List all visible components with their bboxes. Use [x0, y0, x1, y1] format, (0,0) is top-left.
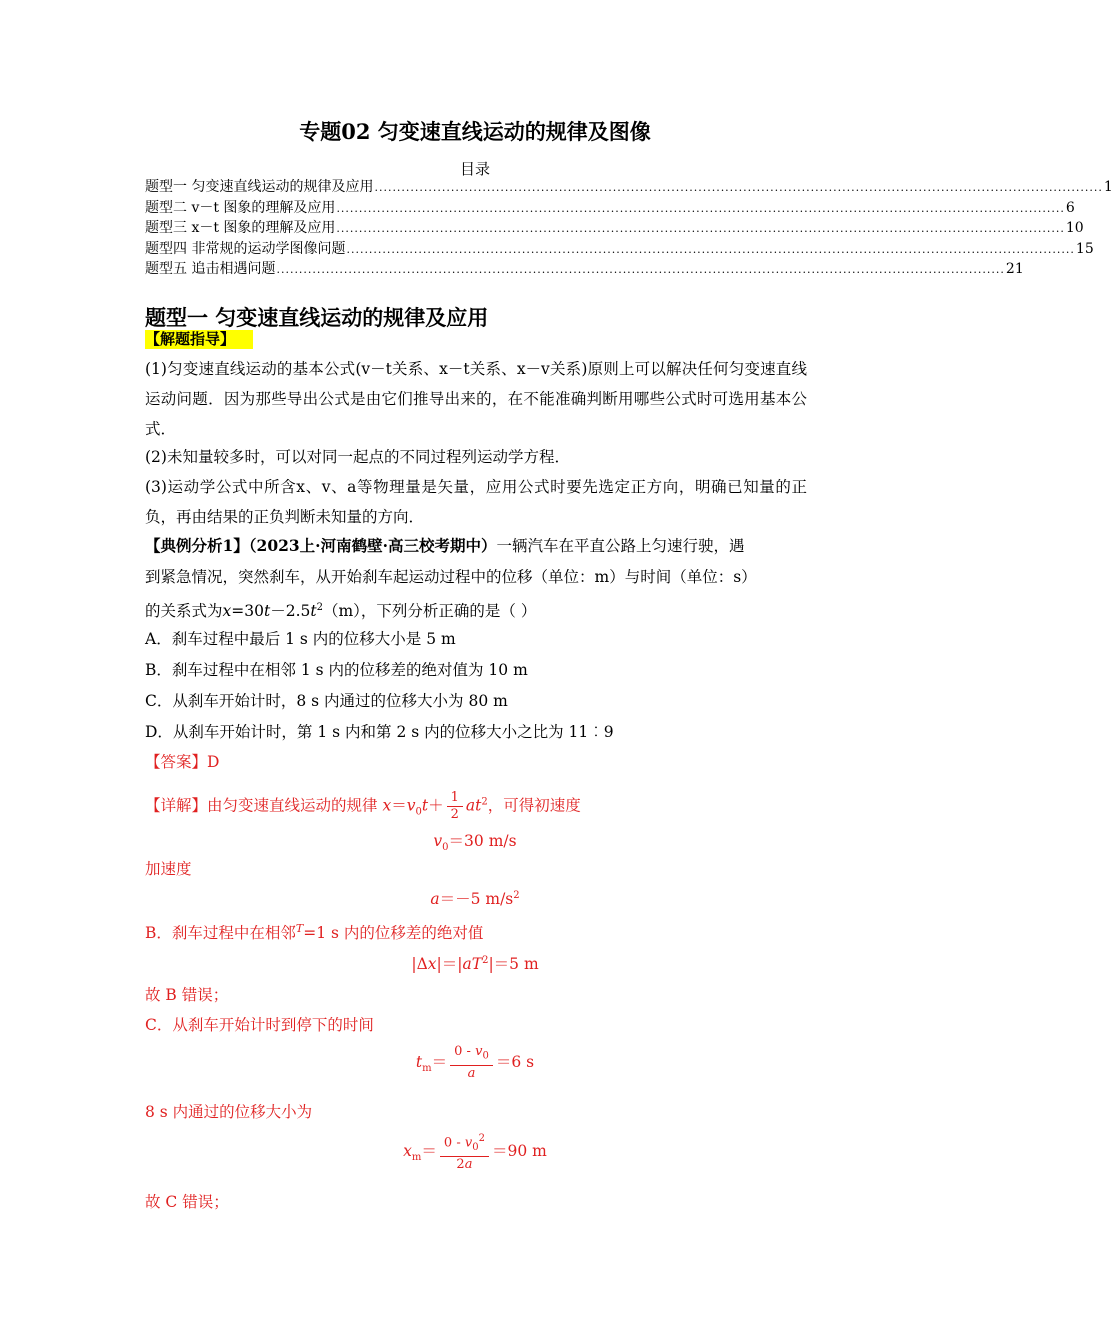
toc-leader-dots: .................................................................................................................................................................. — [336, 201, 1065, 215]
equation-a: a＝－5 $m/s^2$ — [430, 889, 520, 908]
example-stem-line-2: 到紧急情况，突然刹车，从开始刹车起运动过程中的位移（单位：m）与时间（单位：s） — [145, 568, 757, 586]
option-a[interactable]: A．刹车过程中最后 1 s 内的位移大小是 5 m — [145, 630, 456, 648]
document-title: 专题02 匀变速直线运动的规律及图像 — [299, 119, 651, 144]
toc-entry[interactable] — [145, 259, 1024, 280]
toc-entry-page: 1 — [1103, 179, 1113, 195]
toc-leader-dots: .................................................................................................................................................................. — [374, 181, 1103, 194]
guide-tag: 【解题指导】 — [145, 330, 253, 349]
toc-entry-page: 10 — [1065, 220, 1084, 236]
answer-line: 【答案】D — [145, 753, 220, 771]
option-b-conclusion: 故 B 错误； — [145, 986, 229, 1004]
toc-entry-label: 题型四 非常规的运动学图像问题 — [145, 240, 346, 257]
toc-entry-page: 6 — [1065, 199, 1075, 216]
toc-leader-dots: .................................................................................................................................................................. — [276, 263, 1005, 276]
acceleration-label: 加速度 — [145, 860, 192, 878]
guide-paragraph-1: (1)匀变速直线运动的基本公式(v－t关系、x－t关系、x－v关系)原则上可以解决任何匀变速直线运动问题．因为那些导出公式是由它们推导出来的，在不能准确判断用哪些公式时可选用基本公式． — [145, 360, 807, 438]
toc-entry-label: 题型二 v－t 图象的理解及应用 — [145, 199, 336, 216]
example-stem: 一辆汽车在平直公路上匀速行驶，遇 — [496, 537, 745, 555]
detail-line: 【详解】由匀变速直线运动的规律 $x=v_0t+$ $\frac{1}{2}$ $at^2$，可得初速度 — [145, 790, 581, 822]
toc-leader-dots: .................................................................................................................................................................. — [346, 242, 1075, 256]
option-c-conclusion: 故 C 错误； — [145, 1193, 229, 1211]
equation-tm: $t_m=$ $\frac{0 - v_0}{a}$ ＝6 s — [415, 1044, 535, 1081]
equation-xm: $x_m=$ $\frac{0 - v_0^2}{2a}$ ＝90 m — [403, 1133, 547, 1172]
example-tag: 【典例分析1】 — [145, 536, 249, 555]
example-stem-line-3: 的关系式为$x=30t-2.5t^2(m)$，下列分析正确的是（ ） — [145, 602, 537, 621]
guide-paragraph-3: (3)运动学公式中所含x、v、a等物理量是矢量，应用公式时要先选定正方向，明确已知量的正负，再由结果的正负判断未知量的方向． — [145, 478, 807, 526]
toc-entry-label: 题型三 x－t 图象的理解及应用 — [145, 220, 336, 236]
toc-heading: 目录 — [459, 160, 490, 178]
option-c-analysis: C．从刹车开始计时到停下的时间 — [145, 1016, 374, 1034]
fraction-xm: $\frac{0 - v_0^2}{2a}$ — [440, 1131, 489, 1173]
toc-entry-label: 题型一 匀变速直线运动的规律及应用 — [145, 179, 374, 195]
toc-entry[interactable] — [145, 177, 1113, 198]
fraction-tm: $\frac{0 - v_0}{a}$ — [450, 1044, 493, 1082]
toc-entry-page: 15 — [1075, 240, 1094, 257]
option-b-analysis: B．刹车过程中在相邻$^T$=1 s 内的位移差的绝对值 — [145, 922, 484, 943]
toc-entry-page: 21 — [1005, 261, 1024, 277]
toc-entry-label: 题型五 追击相遇问题 — [145, 261, 276, 277]
equation-delta-x: $|\Delta x|=|aT^2|=5$ m — [411, 954, 539, 973]
toc-entry[interactable] — [145, 198, 1075, 219]
guide-paragraph-2: (2)未知量较多时，可以对同一起点的不同过程列运动学方程． — [145, 448, 570, 466]
option-d[interactable]: D．从刹车开始计时，第 1 s 内和第 2 s 内的位移大小之比为 11︰9 — [145, 723, 614, 741]
example-source: （2023上·河南鹤壁·高三校考期中） — [248, 536, 497, 555]
displacement-label: 8 s 内通过的位移大小为 — [145, 1103, 313, 1121]
option-c[interactable]: C．从刹车开始计时，8 s 内通过的位移大小为 80 m — [145, 692, 508, 710]
toc-entry[interactable] — [145, 239, 1094, 260]
fraction-half: $\frac{1}{2}$ — [447, 790, 463, 823]
option-b[interactable]: B．刹车过程中在相邻 1 s 内的位移差的绝对值为 10 m — [145, 661, 528, 679]
example-stem-line-1 — [145, 535, 745, 557]
toc-entry[interactable] — [145, 218, 1084, 239]
section-heading: 题型一 匀变速直线运动的规律及应用 — [145, 305, 489, 330]
toc-leader-dots: .................................................................................................................................................................. — [336, 222, 1065, 235]
table-of-contents — [145, 177, 1113, 280]
equation-v0: $v_0=30$ m/s — [433, 832, 517, 854]
